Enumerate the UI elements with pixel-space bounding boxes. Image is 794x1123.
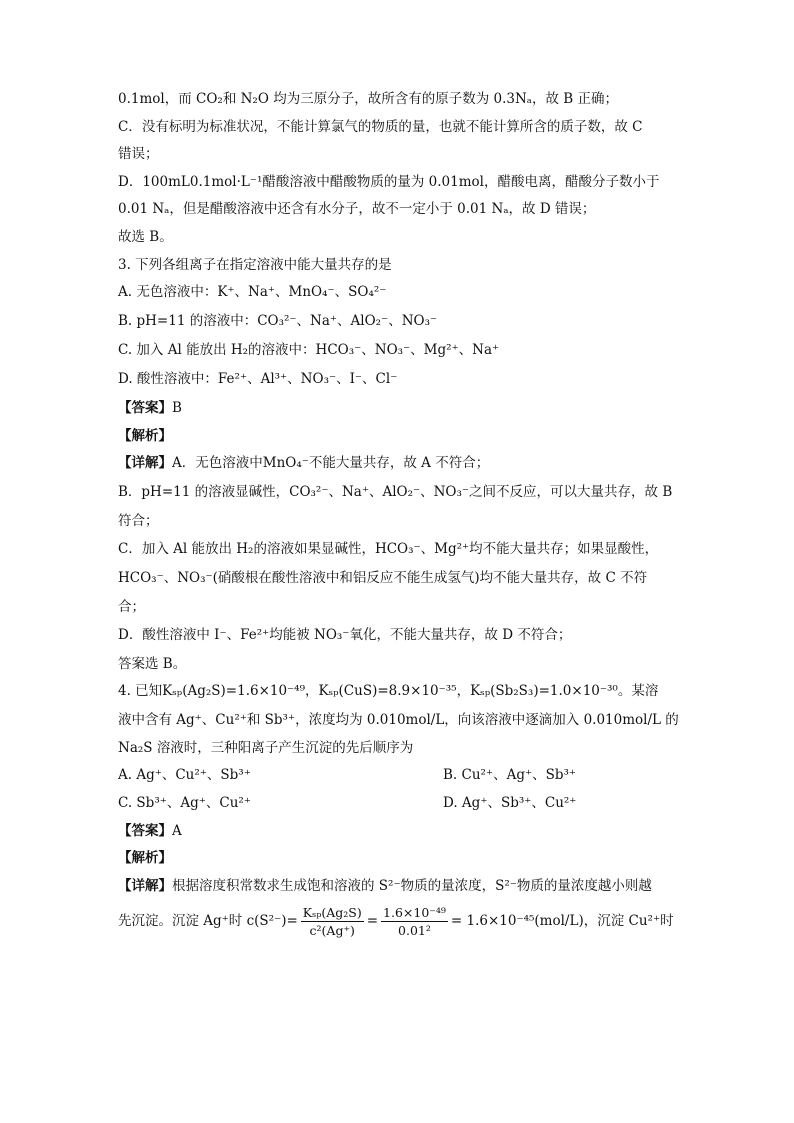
question-3-detail-line: 合；	[118, 598, 145, 615]
question-4-option-a: A. Ag⁺、Cu²⁺、Sb³⁺	[118, 767, 251, 784]
question-4-formula	[118, 900, 704, 944]
question-4-answer	[118, 824, 704, 839]
question-3-option-b: B. pH=11 的溶液中：CO₃²⁻、Na⁺、AlO₂⁻、NO₃⁻	[118, 313, 438, 330]
text-line: 故选 B。	[118, 228, 173, 245]
analysis-label: 【解析】	[118, 850, 172, 867]
question-4-detail	[118, 879, 704, 894]
question-4-option-b: B. Cu²⁺、Ag⁺、Sb³⁺	[443, 767, 577, 784]
question-4-option-d: D. Ag⁺、Sb³⁺、Cu²⁺	[443, 794, 577, 811]
question-4-stem: Na₂S 溶液时，三种阳离子产生沉淀的先后顺序为	[118, 739, 414, 756]
fraction-numerator: Kₛₚ(Ag₂S)	[302, 905, 362, 921]
question-4-stem: 4. 已知Kₛₚ(Ag₂S)=1.6×10⁻⁴⁹，Kₛₚ(CuS)=8.9×10⁻³⁵，Kₛₚ(Sb₂S₃)=1.0×10⁻³⁰。某溶	[118, 683, 659, 700]
formula-suffix: = 1.6×10⁻⁴⁵(mol/L)，沉淀 Cu²⁺时	[450, 913, 674, 930]
detail-label: 【详解】	[118, 455, 172, 472]
question-3-analysis	[118, 429, 704, 444]
detail-text: A．无色溶液中MnO₄⁻不能大量共存，故 A 不符合；	[172, 455, 490, 472]
fraction-denominator: 0.01²	[398, 923, 431, 939]
question-4-options-row-2	[118, 796, 704, 811]
question-4-option-c: C. Sb³⁺、Ag⁺、Cu²⁺	[118, 794, 251, 811]
question-3-stem: 3. 下列各组离子在指定溶液中能大量共存的是	[118, 256, 392, 273]
text-line: 0.1mol，而 CO₂和 N₂O 均为三原分子，故所含有的原子数为 0.3Nₐ，故 B 正确；	[118, 91, 618, 107]
question-3-detail-line: B．pH=11 的溶液显碱性，CO₃²⁻、Na⁺、AlO₂⁻、NO₃⁻之间不反应，可以大量共存，故 B	[118, 484, 673, 501]
analysis-label: 【解析】	[118, 427, 172, 444]
question-3-detail-line: D．酸性溶液中 I⁻、Fe²⁺均能被 NO₃⁻氧化，不能大量共存，故 D 不符合；	[118, 626, 572, 643]
question-3-detail-line: 答案选 B。	[118, 655, 187, 672]
question-4-analysis	[118, 851, 704, 866]
formula-prefix: 先沉淀。沉淀 Ag⁺时 c(S²⁻)=	[118, 913, 298, 930]
fraction-ksp	[301, 905, 364, 938]
formula-equals: =	[366, 913, 379, 930]
answer-label: 【答案】	[118, 822, 172, 839]
text-line: 错误；	[118, 146, 159, 163]
question-4-options-row-1	[118, 768, 704, 783]
answer-value: B	[172, 400, 182, 417]
question-3-detail-line: C．加入 Al 能放出 H₂的溶液如果显碱性，HCO₃⁻、Mg²⁺均不能大量共存；如果显酸性，	[118, 540, 659, 557]
question-3-option-a: A. 无色溶液中：K⁺、Na⁺、MnO₄⁻、SO₄²⁻	[118, 284, 387, 301]
fraction-numerator: 1.6×10⁻⁴⁹	[383, 905, 446, 921]
text-line: C．没有标明为标准状况，不能计算氯气的物质的量，也就不能计算所含的质子数，故 C	[118, 118, 643, 135]
fraction-values	[381, 905, 448, 938]
detail-text: 根据溶度积常数求生成饱和溶液的 S²⁻物质的量浓度，S²⁻物质的量浓度越小则越	[172, 877, 652, 894]
question-3-answer	[118, 401, 704, 416]
text-line: D．100mL0.1mol·L⁻¹醋酸溶液中醋酸物质的量为 0.01mol，醋酸电离，醋酸分子数小于	[118, 173, 660, 190]
fraction-denominator: c²(Ag⁺)	[309, 923, 355, 939]
question-3-detail-line: HCO₃⁻、NO₃⁻(硝酸根在酸性溶液中和铝反应不能生成氢气)均不能大量共存，故 C 不符	[118, 569, 648, 586]
question-3-detail-line: 符合；	[118, 513, 159, 530]
answer-label: 【答案】	[118, 400, 172, 417]
answer-value: A	[172, 822, 182, 839]
detail-label: 【详解】	[118, 877, 172, 894]
question-4-stem: 液中含有 Ag⁺、Cu²⁺和 Sb³⁺，浓度均为 0.010mol/L，向该溶液中逐滴加入 0.010mol/L 的	[118, 712, 679, 729]
text-line: 0.01 Nₐ，但是醋酸溶液中还含有水分子，故不一定小于 0.01 Nₐ，故 D 错误；	[118, 201, 596, 218]
question-3-option-d: D. 酸性溶液中：Fe²⁺、Al³⁺、NO₃⁻、I⁻、Cl⁻	[118, 371, 398, 388]
question-3-option-c: C. 加入 Al 能放出 H₂的溶液中：HCO₃⁻、NO₃⁻、Mg²⁺、Na⁺	[118, 342, 500, 359]
question-3-detail	[118, 456, 704, 471]
